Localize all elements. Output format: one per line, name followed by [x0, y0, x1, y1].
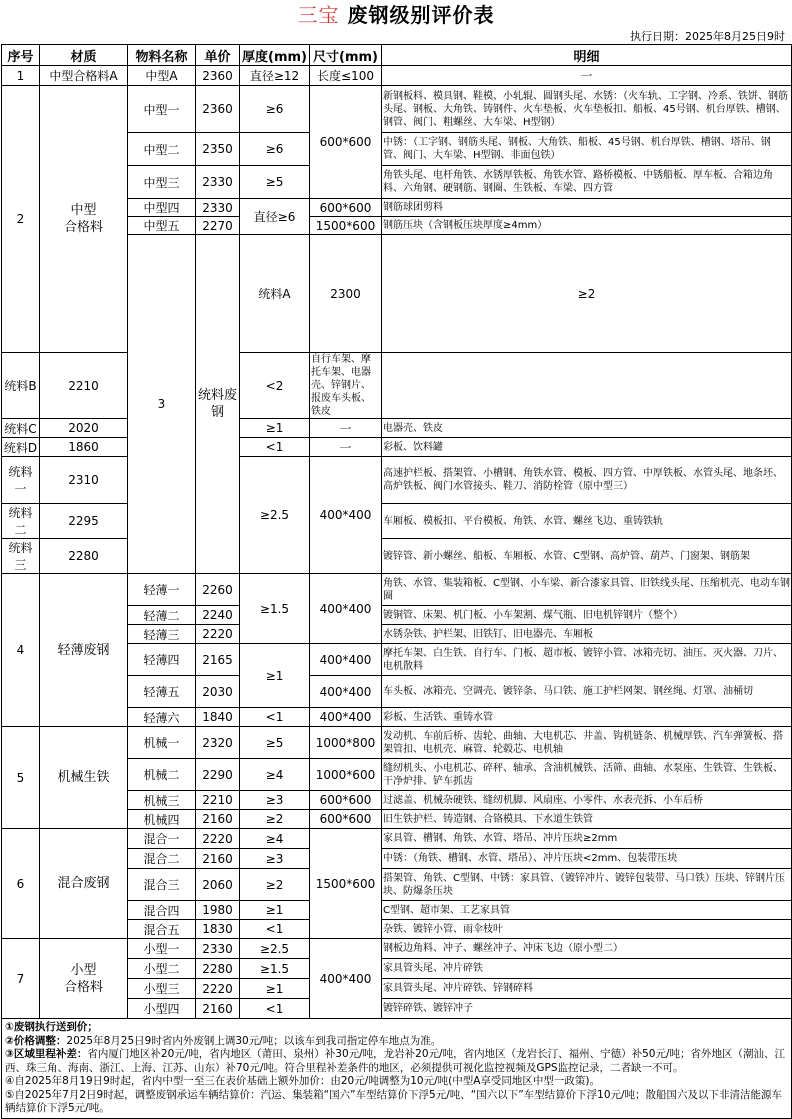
detail: 过滤盖、机械杂硬铁、缝纫机脚、风扇座、小零件、水表壳拆、小车后桥: [382, 791, 792, 810]
material-name: 混合四: [128, 901, 196, 920]
thickness: ≥1.5: [240, 574, 310, 644]
thickness: ≥6: [240, 86, 310, 133]
detail: 钢筋压块（含钢板压块厚度≥4mm）: [382, 217, 792, 235]
detail: 一: [382, 66, 792, 86]
notes-row: [2, 1019, 792, 1119]
note-lead: ②价格调整：: [5, 1034, 67, 1047]
unit-price: 2240: [196, 606, 240, 625]
unit-price: 2160: [196, 810, 240, 829]
material-name: 轻薄一: [128, 574, 196, 606]
material-name: 轻薄六: [128, 708, 196, 727]
detail: 车厢板、模板扣、平台模板、角铁、水管、螺丝飞边、重铸铁轨: [382, 504, 792, 539]
size: 400*400: [310, 708, 382, 727]
unit-price: 2350: [196, 133, 240, 166]
size: 600*600: [310, 810, 382, 829]
title-text: 废钢级别评价表: [347, 3, 495, 27]
size: 1500*600: [310, 217, 382, 235]
detail: 高速护栏板、搭架管、小槽钢、角铁水管、模板、四方管、中厚铁板、水管头尾、地条坯、高炉铁板、阀门水管接头、鞋刀、消防栓管（原中型三）: [382, 457, 792, 504]
section-category: 中型 合格料: [40, 86, 128, 353]
table-row: [2, 353, 792, 419]
unit-price: 1980: [196, 901, 240, 920]
unit-price: 1840: [196, 708, 240, 727]
section-category: 统料废钢: [196, 235, 240, 574]
thickness: ≥1: [240, 419, 310, 438]
size: 400*400: [310, 574, 382, 644]
size: 600*600: [310, 199, 382, 217]
note-lead: ①废钢执行送到价；: [5, 1021, 98, 1033]
section-category: 轻薄废钢: [40, 574, 128, 727]
detail: 镀锌碎铁、镀锌冲子: [382, 999, 792, 1019]
material-name: 轻薄三: [128, 625, 196, 644]
unit-price: 2300: [310, 235, 382, 353]
thickness: ≥5: [240, 727, 310, 759]
size: 400*400: [310, 939, 382, 1019]
unit-price: 2260: [196, 574, 240, 606]
unit-price: 1830: [196, 920, 240, 939]
col-header: 明细: [382, 45, 792, 66]
thickness: ≥3: [240, 791, 310, 810]
unit-price: 2320: [196, 727, 240, 759]
material-name: 统料二: [2, 504, 40, 539]
detail: 中锈：（工字钢、钢筋头尾、钢板、大角铁、船板、45号钢、机台厚铁、槽钢、塔吊、钢管、阀门、大车梁、H型钢、非面包铁）: [382, 133, 792, 166]
detail: 旧生铁护栏、铸造钢、合铬模具、下水道生铁管: [382, 810, 792, 829]
detail: 中锈：（角铁、槽钢、水管、塔吊）、冲片压块<2mm、包装带压块: [382, 849, 792, 869]
table-row: [2, 939, 792, 959]
material-name: 轻薄五: [128, 676, 196, 708]
table-row: [2, 438, 792, 457]
detail: 彩板、饮料罐: [382, 438, 792, 457]
material-name: 小型二: [128, 959, 196, 979]
col-header: 序号: [2, 45, 40, 66]
detail: 家具管头尾、冲片碎铁、锌钢碎料: [382, 979, 792, 999]
thickness: ≥2: [382, 235, 792, 353]
unit-price: 2330: [196, 939, 240, 959]
thickness: ≥2.5: [240, 939, 310, 959]
material-name: 中型五: [128, 217, 196, 235]
unit-price: 2290: [196, 759, 240, 791]
size: 400*400: [310, 457, 382, 574]
thickness: ≥2: [240, 810, 310, 829]
size: 1500*600: [310, 829, 382, 939]
size: 一: [310, 438, 382, 457]
size: 400*400: [310, 644, 382, 676]
size: 1000*800: [310, 727, 382, 759]
thickness: <2: [240, 353, 310, 419]
unit-price: 1860: [40, 438, 128, 457]
detail: 彩板、生活铁、重铸水管: [382, 708, 792, 727]
material-name: 小型一: [128, 939, 196, 959]
unit-price: 2280: [196, 959, 240, 979]
note-text: ④自2025年8月19日9时起，省内中型一至三在表价基础上额外加价：由20元/吨调整为10元/吨(中型A享受同地区中型一政策)。: [5, 1075, 601, 1087]
detail: 镀铜管、床架、机门板、小车架割、煤气瓶、旧电机锌钢片（整个）: [382, 606, 792, 625]
thickness: <1: [240, 920, 310, 939]
unit-price: 2220: [196, 979, 240, 999]
material-name: 统料C: [2, 419, 40, 438]
section-no: 2: [2, 86, 40, 353]
material-name: 中型三: [128, 166, 196, 199]
detail: 家具管头尾、冲片碎铁: [382, 959, 792, 979]
section-category: 机械生铁: [40, 727, 128, 829]
unit-price: 2270: [196, 217, 240, 235]
table-row: [2, 419, 792, 438]
section-no: 5: [2, 727, 40, 829]
table-row: [2, 727, 792, 759]
unit-price: 2220: [196, 625, 240, 644]
size: 一: [310, 419, 382, 438]
unit-price: 2360: [196, 86, 240, 133]
unit-price: 2360: [196, 66, 240, 86]
size: 400*400: [310, 676, 382, 708]
thickness: ≥1: [240, 979, 310, 999]
material-name: 小型四: [128, 999, 196, 1019]
material-name: 中型一: [128, 86, 196, 133]
detail: 车头板、冰箱壳、空调壳、镀锌条、马口铁、施工护栏网架、钢丝绳、灯罩、油桶切: [382, 676, 792, 708]
unit-price: 2210: [40, 353, 128, 419]
material-name: 混合三: [128, 869, 196, 901]
unit-price: 2210: [196, 791, 240, 810]
section-no: 4: [2, 574, 40, 727]
col-header: 尺寸(mm): [310, 45, 382, 66]
col-header: 物料名称: [128, 45, 196, 66]
material-name: 统料A: [240, 235, 310, 353]
note-lead: ③区域里程补差：: [5, 1048, 88, 1060]
table-row: [2, 539, 792, 574]
thickness: ≥1: [240, 644, 310, 708]
note-text: 省内厦门地区补20元/吨，省内地区（莆田、泉州）补30元/吨，龙岩补20元/吨，省内地区（龙岩长汀、福州、宁德）补50元/吨；省外地区（潮汕、江西、珠三角、海南、浙江、上海、江苏、山东）补70元/吨。符合里程补差条件的地区，必须提供可视化监控视频及GPS监控记录，二者缺一不可。: [5, 1048, 785, 1074]
unit-price: 2030: [196, 676, 240, 708]
material-name: 混合二: [128, 849, 196, 869]
detail: 电器壳、铁皮: [382, 419, 792, 438]
material-name: 轻薄四: [128, 644, 196, 676]
thickness: ≥6: [240, 133, 310, 166]
material-name: 小型三: [128, 979, 196, 999]
unit-price: 2330: [196, 166, 240, 199]
thickness: ≥5: [240, 166, 310, 199]
page-title: [1, 0, 791, 30]
thickness: <1: [240, 438, 310, 457]
note-item: [5, 1021, 788, 1035]
thickness: ≥4: [240, 829, 310, 849]
brand-name: 三宝: [297, 3, 340, 27]
table-header: [2, 45, 792, 66]
detail: 角铁、水管、集装箱板、C型钢、小车梁、新合漆家具管、旧铁线头尾、压缩机壳、电动车钢圈: [382, 574, 792, 606]
unit-price: 2060: [196, 869, 240, 901]
detail: 搭架管、角铁、C型钢、中锈：家具管、（镀锌冲片、镀锌包装带、马口铁）压块、锌钢片压块、防爆条压块: [382, 869, 792, 901]
section-no: 1: [2, 66, 40, 86]
detail: 镀锌管、新小螺丝、船板、车厢板、水管、C型钢、高炉管、葫芦、门窗架、钢筋架: [382, 539, 792, 574]
material-name: 统料D: [2, 438, 40, 457]
material-name: 轻薄二: [128, 606, 196, 625]
table-row: [2, 457, 792, 504]
material-name: 中型二: [128, 133, 196, 166]
thickness: 直径≥12: [240, 66, 310, 86]
unit-price: 2165: [196, 644, 240, 676]
unit-price: 2160: [196, 849, 240, 869]
detail: 水锈杂铁、护栏架、旧铁钉、旧电器壳、车厢板: [382, 625, 792, 644]
section-category: 混合废钢: [40, 829, 128, 939]
material-name: 混合五: [128, 920, 196, 939]
thickness: <1: [240, 999, 310, 1019]
table-row: [2, 574, 792, 606]
size: 1000*600: [310, 759, 382, 791]
section-no: 6: [2, 829, 40, 939]
material-name: 机械四: [128, 810, 196, 829]
detail: 家具管、槽钢、角铁、水管、塔吊、冲片压块≥2mm: [382, 829, 792, 849]
note-text: ⑤自2025年7月2日9时起，调整废钢承运车辆结算价：汽运、集装箱“国六”车型结算价下浮5元/吨、“国六以下”车型结算价下浮10元/吨；散船国六及以下非清洁能源车辆结算价下浮5元/吨。: [5, 1088, 783, 1114]
detail: C型钢、超市架、工艺家具管: [382, 901, 792, 920]
unit-price: 2020: [40, 419, 128, 438]
material-name: 中型四: [128, 199, 196, 217]
unit-price: 2295: [40, 504, 128, 539]
note-item: [5, 1089, 788, 1116]
thickness: ≥1.5: [240, 959, 310, 979]
unit-price: 2310: [40, 457, 128, 504]
material-name: 机械一: [128, 727, 196, 759]
col-header: 厚度(mm): [240, 45, 310, 66]
note-item: [5, 1048, 788, 1075]
note-text: 2025年8月25日9时省内外废钢上调30元/吨；以该车到我司指定停车地点为准。: [66, 1034, 442, 1047]
thickness: ≥4: [240, 759, 310, 791]
unit-price: 2330: [196, 199, 240, 217]
material-name: 统料B: [2, 353, 40, 419]
col-header: 材质: [40, 45, 128, 66]
detail: 缝纫机头、小电机芯、碎秤、轴承、含油机械铁、活筛、曲轴、水泵座、生铁管、生铁板、干净炉排、铲车抓齿: [382, 759, 792, 791]
section-category: 中型合格料A: [40, 66, 128, 86]
detail: 角铁头尾、电杆角铁、水锈厚铁板、角铁水管、路桥模板、中锈船板、厚车板、合箱边角料、六角钢、硬钢筋、钢圈、生铁板、车梁、四方管: [382, 166, 792, 199]
thickness: ≥1: [240, 901, 310, 920]
thickness: ≥2.5: [240, 457, 310, 574]
table-row: [2, 86, 792, 133]
thickness: 直径≥6: [240, 199, 310, 235]
material-name: 统料三: [2, 539, 40, 574]
grade-table: [1, 44, 792, 1119]
effective-date: 执行日期：2025年8月25日9时: [630, 30, 785, 43]
table-row: [2, 829, 792, 849]
section-no: 7: [2, 939, 40, 1019]
thickness: <1: [240, 708, 310, 727]
unit-price: 2280: [40, 539, 128, 574]
detail: 摩托车架、白生铁、自行车、门板、超市板、镀锌小管、冰箱壳切、油压、灭火器、刀片、电机散料: [382, 644, 792, 676]
size: 600*600: [310, 791, 382, 810]
thickness: ≥2: [240, 869, 310, 901]
table-row: [2, 66, 792, 86]
notes: [2, 1019, 792, 1119]
detail: 杂铁、镀锌小管、雨伞枝叶: [382, 920, 792, 939]
detail: 新钢板料、模具钢、鞋模、小轧辊、圆钢头尾、水锈：（火车轨、工字钢、冷系、铁饼、钢筋头尾、钢板、大角铁、铸钢件、火车垫板、火车垫板扣、船板、45号钢、机台厚铁、槽钢、钢管、阀门、粗螺丝、大车梁、H型钢）: [382, 86, 792, 133]
note-item: [5, 1075, 788, 1089]
detail: 自行车架、摩托车架、电器壳、锌钢片、报废车头板、铁皮: [310, 353, 382, 419]
thickness: ≥3: [240, 849, 310, 869]
detail: 钢板边角料、冲子、螺丝冲子、冲床飞边（原小型二）: [382, 939, 792, 959]
section-no: 3: [128, 235, 196, 574]
col-header: 单价: [196, 45, 240, 66]
material-name: 混合一: [128, 829, 196, 849]
detail: 钢筋球团剪料: [382, 199, 792, 217]
material-name: 统料一: [2, 457, 40, 504]
size: 长度≤100: [310, 66, 382, 86]
material-name: 机械二: [128, 759, 196, 791]
detail: 发动机、车前后桥、齿轮、曲轴、大电机芯、井盖、钩机链条、机械厚铁、汽车弹簧板、搭架管扣、电机壳、麻管、轮毂芯、电机轴: [382, 727, 792, 759]
material-name: 机械三: [128, 791, 196, 810]
unit-price: 2220: [196, 829, 240, 849]
section-category: 小型 合格料: [40, 939, 128, 1019]
unit-price: 2160: [196, 999, 240, 1019]
material-name: 中型A: [128, 66, 196, 86]
size: 600*600: [310, 86, 382, 199]
table-row: [2, 504, 792, 539]
